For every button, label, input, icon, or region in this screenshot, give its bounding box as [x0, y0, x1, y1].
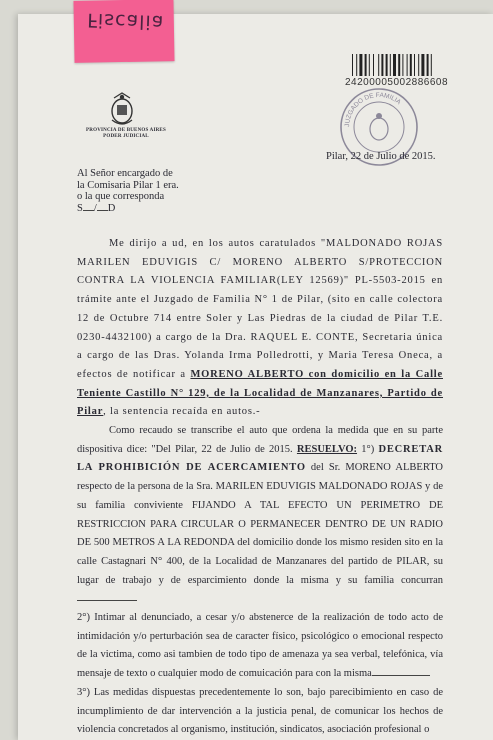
item-3-text: 3°) Las medidas dispuestas precedentemente lo son, bajo parecibimiento en caso de incumplimiento de dar intervención a la justicia penal, de comunicar los hechos de violencia concretados al organismo, institución, sindicatos, asociación profesional o	[77, 686, 443, 736]
address-s: S	[77, 202, 83, 214]
decretar-heading: DECRETAR LA PROHIBICIÓN DE ACERCAMIENTO	[77, 443, 443, 474]
institution-line-2: PODER JUDICIAL	[103, 134, 149, 139]
paragraph-notification	[77, 235, 443, 422]
province-crest-icon	[108, 92, 136, 126]
paragraph-notification-text: Me dirijo a ud, en los autos caratulados "MALDONADO ROJAS MARILEN EDUVIGIS C/ MORENO ALBERTO S/PROTECCION CONTRA LA VIOLENCIA FAMILIAR(LEY 12569)" PL-5503-2015 en trámite ante el Juzgado de Familia N° 1 de Pilar, (sito en calle colectora 12 de Octubre 714 entre Soler y Las Piedras de la ciudad de Pilar T.E. 0230-4432100) a cargo de la Dra. RAQUEL E. CONTE, Secretaria única a cargo de las Dras. Yolanda Irma Polledrotti, y Maria Teresa Oneca, a efectos de notificar a	[77, 238, 443, 380]
svg-text:JUZGADO DE FAMILIA	[344, 92, 403, 127]
resolution-item-number: 1°)	[357, 443, 379, 455]
document-body	[77, 235, 443, 740]
item-2-text: 2°) Intimar al denunciado, a cesar y/o abstenerce de la realización de todo acto de intimidación y/o perturbación sea de caracter físico, psicológico o emocional respecto de la victima, como asi tambien de todo tipo de amenaza ya sea verbal, telefónica, vía mensaje de texto o cualquier modo de comuicación para con la misma	[77, 612, 443, 680]
paragraph-notification-end: , la sentencia recaída en autos.-	[103, 406, 261, 418]
document-date: Pilar, 22 de Julio de 2015.	[326, 151, 436, 162]
address-line-4: S / D	[77, 202, 116, 214]
resolution-text: del Sr. MORENO ALBERTO respecto de la persona de la Sra. MARILEN EDUVIGIS MALDONADO ROJAS y de su familia conviviente FIJANDO A TAL EFECTO UN PERIMETRO DE RESTRICCION PARA CIRCULAR O PERMANECER DENTRO DE UN RADIO DE 500 METROS A LA REDONDA del domicilio donde los mismo residen sito en la calle Castagnari N° 400, de la Localidad de Manzanares del partido de PILAR, su lugar de trabajo y de esparcimiento donde la misma y su familia concurran	[77, 462, 444, 586]
barcode-number: 24200005002886608	[345, 77, 449, 88]
address-line-1: Al Señor encargado de	[77, 168, 173, 179]
recipient-address	[77, 168, 179, 214]
paragraph-item-2	[77, 609, 443, 684]
address-line-3: o la que corresponda	[77, 191, 165, 202]
address-line-2: la Comisaria Pilar 1 era.	[77, 179, 179, 191]
sticky-note	[73, 0, 174, 63]
resolution-intro: Como recaudo se transcribe el auto que ordena la medida que en su parte dispositiva dice: "Del Pilar, 22 de Julio de 2015.	[77, 425, 443, 455]
resolvo-heading: RESUELVO:	[296, 443, 358, 455]
seal-text: JUZGADO DE FAMILIA	[343, 91, 402, 128]
barcode-icon	[352, 54, 432, 76]
address-d: D	[107, 202, 116, 214]
paragraph-resolution	[77, 422, 443, 609]
sticky-note-handwriting: Fiscalia	[86, 8, 165, 34]
institution-line-1: PROVINCIA DE BUENOS AIRES	[86, 128, 166, 133]
paragraph-item-3	[77, 684, 443, 740]
notified-party-address: MORENO ALBERTO con domicilio en la Calle Teniente Castillo N° 129, de la Localidad de Manzanares, Partido de Pilar	[77, 368, 443, 418]
institution-heading	[78, 128, 174, 140]
